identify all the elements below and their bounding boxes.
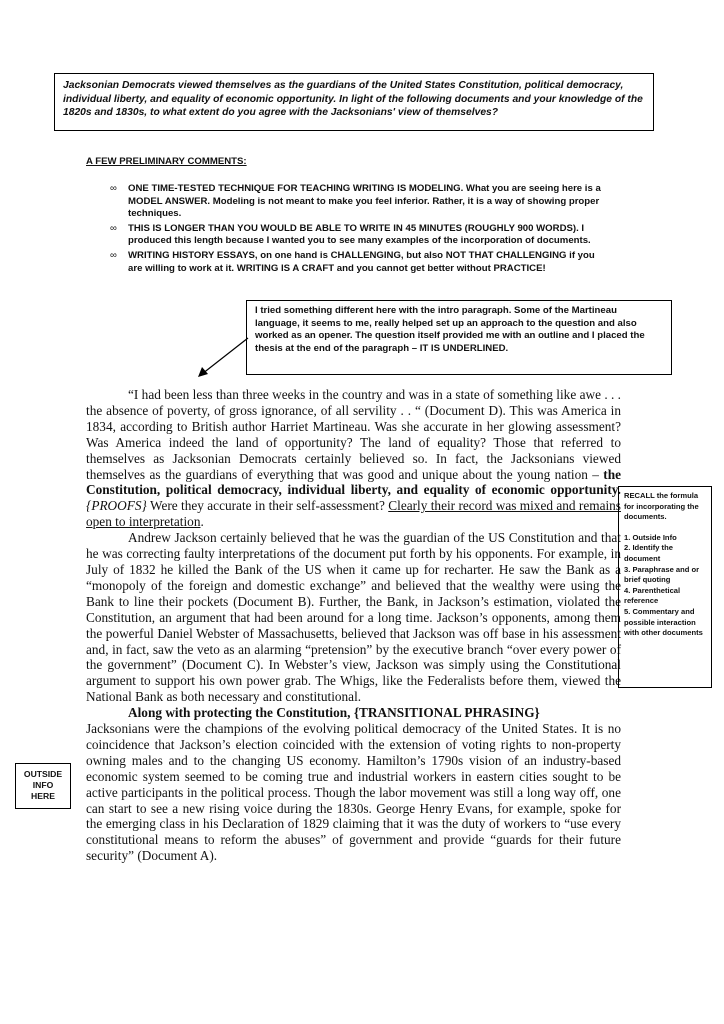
intro-paragraph-note-box	[246, 300, 672, 375]
list-item-text: WRITING HISTORY ESSAYS, on one hand is CHALLENGING, but also NOT THAT CHALLENGING if you are willing to work at it. WRITING IS A CRAFT and you cannot get better without PRACTICE!	[128, 249, 595, 274]
essay-proofs-bold: the Constitution, political democracy, individual liberty, and equality of economic opportunity.	[86, 466, 621, 498]
recall-steps	[624, 533, 706, 639]
thesis-statement: Clearly their record was mixed and remains open to interpretation	[86, 498, 621, 530]
proofs-marker: {PROOFS}	[86, 498, 147, 514]
essay-paragraph-democracy	[86, 705, 621, 721]
essay-prompt-box	[54, 73, 654, 131]
infinity-bullet-icon: ∞	[110, 222, 117, 234]
essay-text: Andrew Jackson certainly believed that he was the guardian of the US Constitution and that he was correcting faulty interpretations of the document put forth by his opponents. For example, in July of 1832 he killed the Bank of the US when it came up for recharter. He saw the Bank as a “monopoly of the foreign and domestic exchange” and believed that the wealthy were using the Bank to line their pockets (Document B). Further, the Bank, in Jackson’s estimation, violated the Constitution, an argument that had been around for a long time. Jackson’s opponents, among them the powerful Daniel Webster of Massachusetts, believed that Jackson was off base in his assessment and, in fact, saw the veto as an alarming “pretension” by the executive branch “over every power of the government” (Document C). In Webster’s view, Jackson was simply using the Constitutional argument to support his own power grab. The Whigs, like the Federalists before them, viewed the National Bank as both necessary and constitutional.	[86, 530, 621, 705]
model-essay	[86, 387, 621, 864]
essay-prompt-text: Jacksonian Democrats viewed themselves as the guardians of the United States Constitution, political democracy, individual liberty, and equality of economic opportunity. In light of the following documents and your knowledge of the 1820s and 1830s, to what extent do you agree with the Jacksonians' view of themselves?	[63, 80, 643, 118]
essay-text: Were they accurate in their self-assessment?	[146, 498, 389, 514]
list-item	[110, 183, 610, 221]
preliminary-comments-heading: A FEW PRELIMINARY COMMENTS:	[86, 156, 247, 167]
recall-step: 3. Paraphrase and or brief quoting	[624, 564, 700, 585]
list-item	[110, 250, 610, 275]
list-item	[110, 223, 610, 248]
infinity-bullet-icon: ∞	[110, 249, 117, 261]
outside-info-box	[15, 763, 71, 809]
recall-step: 2. Identify the document	[624, 543, 673, 563]
outside-info-line: HERE	[31, 791, 55, 801]
transitional-phrase: Along with protecting the Constitution, {TRANSITIONAL PHRASING}	[128, 705, 540, 721]
infinity-bullet-icon: ∞	[110, 183, 117, 194]
arrow-icon	[196, 336, 250, 380]
recall-step: 1. Outside Info	[624, 532, 677, 542]
essay-text: Jacksonians were the champions of the evolving political democracy of the United States. It is no coincidence that Jackson’s election coincided with the extension of voting rights to non-property owning males and to the changing US economy. Hamilton’s 1790s vision of an industry-based economic system seemed to be coming true and industrial workers in eastern cities sought to be active participants in the political process. Though the labor movement was still a long way off, one can start to see a new rising voice during the 1830s. George Henry Evans, for example, spoke for the emerging class in his Declaration of 1829 claiming that it was the duty of workers to “use every constitutional means to reform the abuses” of government and provide “guards for their future security” (Document A).	[86, 721, 621, 864]
recall-step: 5. Commentary and possible interaction with other documents	[624, 606, 703, 638]
recall-title: RECALL the formula for incorporating the documents.	[624, 491, 699, 522]
outside-info-line: OUTSIDE	[23, 769, 63, 779]
recall-step: 4. Parenthetical reference	[624, 585, 681, 606]
list-item-text: THIS IS LONGER THAN YOU WOULD BE ABLE TO WRITE IN 45 MINUTES (ROUGHLY 900 WORDS). I produced this length because I wanted you to see many examples of the incorporation of documents.	[128, 222, 591, 247]
outside-info-line: INFO	[32, 780, 54, 790]
intro-note-text: I tried something different here with the intro paragraph. Some of the Martineau language, it seems to me, really helped set up an approach to the question and also worked as an opener. The question itself provided me with an outline and I placed the thesis at the end of the paragraph – IT IS UNDERLINED.	[255, 305, 645, 354]
essay-text: .	[200, 514, 204, 530]
essay-text: “I had been less than three weeks in the country and was in a state of something like awe . . . the absence of poverty, of gross ignorance, of all servility . . “ (Document D). This was America in 1834, according to British author Harriet Martineau. Was she accurate in her glowing assessment? Was America indeed the land of opportunity? The land of equality? Those that referred to themselves as Jacksonian Democrats certainly believed so. In fact, the Jacksonians viewed themselves as the guardians of everything that was good and unique about the young nation –	[86, 387, 621, 482]
list-item-text: ONE TIME-TESTED TECHNIQUE FOR TEACHING WRITING IS MODELING. What you are seeing here is a MODEL ANSWER. Modeling is not meant to make you feel inferior. Rather, it is a way of showing proper techniques.	[128, 183, 601, 220]
essay-paragraph-intro	[86, 387, 621, 530]
essay-paragraph-democracy-body	[86, 721, 621, 864]
preliminary-comments-list	[110, 183, 610, 277]
essay-paragraph-constitution	[86, 530, 621, 705]
recall-formula-box	[618, 486, 712, 688]
